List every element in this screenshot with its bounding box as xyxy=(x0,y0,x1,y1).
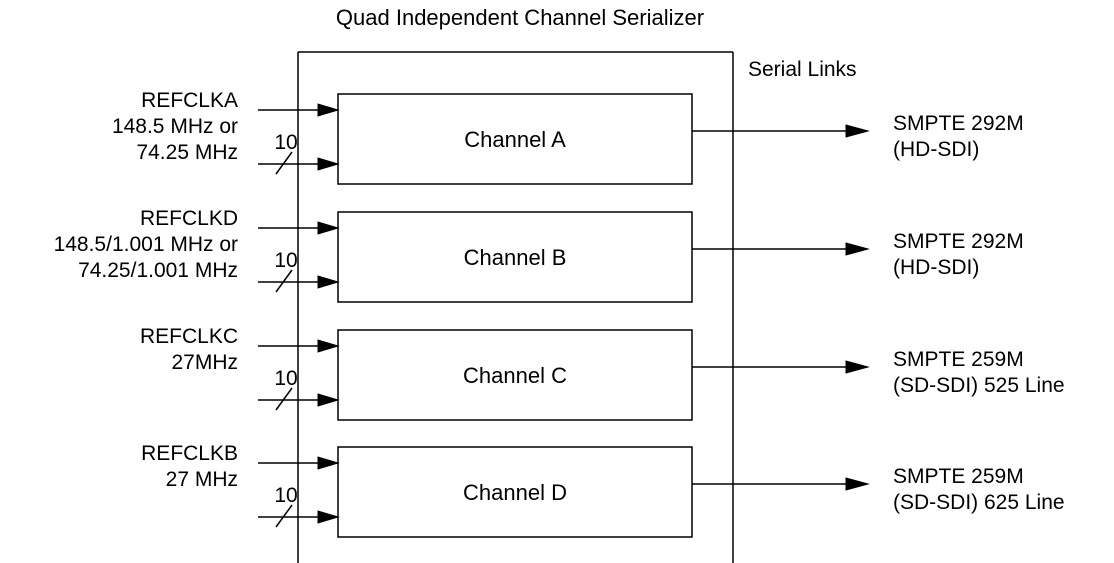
clock-input-arrowhead xyxy=(318,457,338,469)
channel-name: Channel D xyxy=(463,480,567,505)
bus-width-label: 10 xyxy=(274,131,298,154)
channel-name: Channel A xyxy=(464,127,566,152)
clock-label-line: 27 MHz xyxy=(165,468,238,491)
bus-width-label: 10 xyxy=(274,249,298,272)
serial-output-arrowhead xyxy=(846,361,868,373)
serial-output-arrowhead xyxy=(846,243,868,255)
output-label-line: (HD-SDI) xyxy=(893,138,980,161)
bus-width-slash xyxy=(276,270,292,292)
channel-row xyxy=(141,442,1064,537)
data-bus-arrowhead xyxy=(318,158,338,170)
data-bus-arrowhead xyxy=(318,511,338,523)
clock-label-line: 74.25/1.001 MHz xyxy=(78,259,238,282)
output-label-line: SMPTE 259M xyxy=(893,348,1024,371)
bus-width-label: 10 xyxy=(274,367,298,390)
clock-label-line: REFCLKC xyxy=(139,325,238,348)
output-label-line: (SD-SDI) 625 Line xyxy=(893,491,1065,514)
serial-output-arrowhead xyxy=(846,125,868,137)
channels-layer xyxy=(54,89,1065,537)
clock-label-line: 148.5/1.001 MHz or xyxy=(53,233,238,256)
clock-input-arrowhead xyxy=(318,222,338,234)
clock-input-arrowhead xyxy=(318,340,338,352)
output-label-line: (SD-SDI) 525 Line xyxy=(893,374,1065,397)
bus-width-slash xyxy=(276,388,292,410)
bus-width-label: 10 xyxy=(274,484,298,507)
diagram-title: Quad Independent Channel Serializer xyxy=(335,5,705,30)
clock-label-line: 27MHz xyxy=(171,351,238,374)
clock-label-line: REFCLKB xyxy=(141,442,238,465)
data-bus-arrowhead xyxy=(318,276,338,288)
clock-label-line: REFCLKA xyxy=(141,89,238,112)
clock-label-line: 148.5 MHz or xyxy=(111,115,238,138)
channel-row xyxy=(140,325,1065,420)
bus-width-slash xyxy=(276,505,292,527)
channel-row xyxy=(54,207,1024,302)
serial-output-arrowhead xyxy=(846,478,868,490)
clock-label-line: 74.25 MHz xyxy=(136,141,238,164)
channel-name: Channel B xyxy=(463,245,567,270)
output-label-line: SMPTE 259M xyxy=(893,465,1024,488)
bus-width-slash xyxy=(276,152,292,174)
output-label-line: SMPTE 292M xyxy=(893,230,1024,253)
serial-links-label: Serial Links xyxy=(748,58,857,81)
channel-name: Channel C xyxy=(463,363,567,388)
output-label-line: SMPTE 292M xyxy=(893,112,1024,135)
channel-row xyxy=(112,89,1024,184)
data-bus-arrowhead xyxy=(318,394,338,406)
clock-input-arrowhead xyxy=(318,104,338,116)
output-label-line: (HD-SDI) xyxy=(893,256,980,279)
clock-label-line: REFCLKD xyxy=(139,207,238,230)
